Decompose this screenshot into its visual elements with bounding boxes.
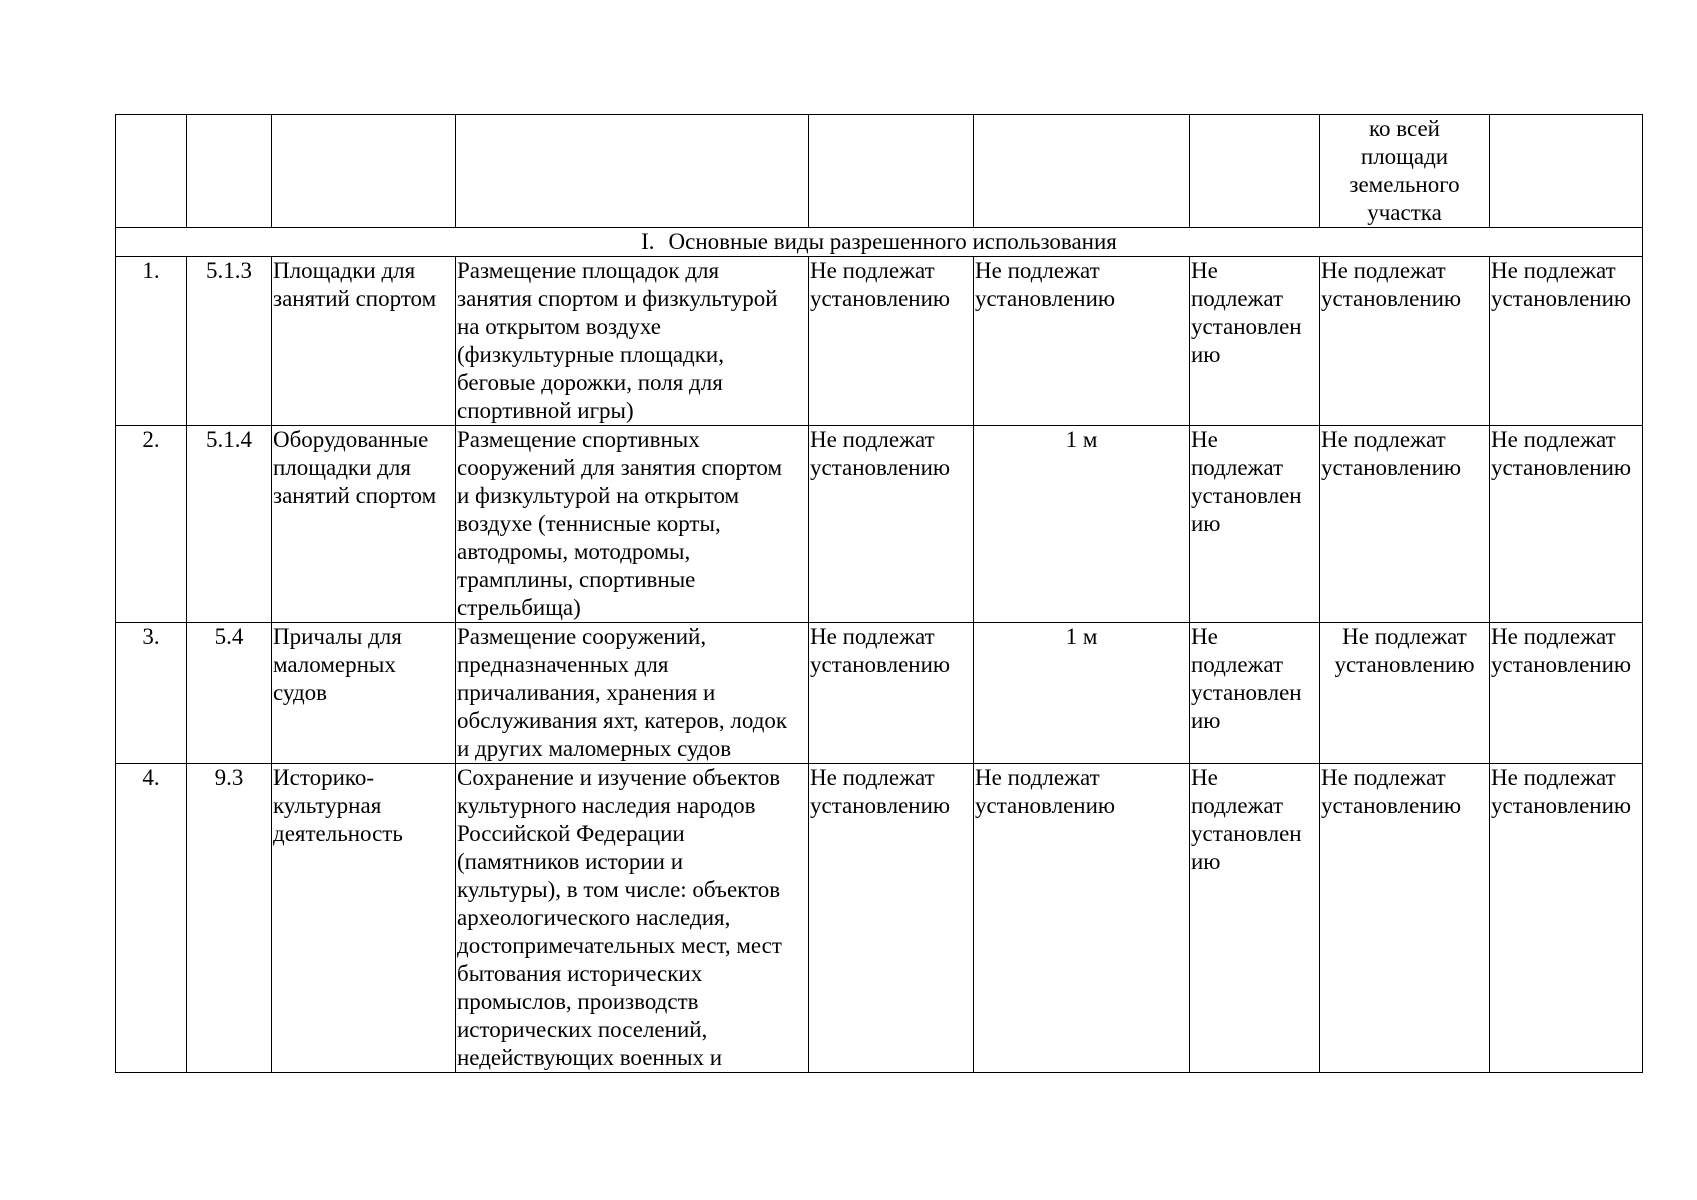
- row-name-line: культурная: [273, 793, 382, 818]
- row-description-line: (физкультурные площадки,: [457, 342, 724, 367]
- row-col7-line: установлен: [1191, 680, 1302, 705]
- row-col8: [1320, 257, 1490, 426]
- row-col9-line: установлению: [1491, 793, 1632, 818]
- header-cell-col6: [974, 115, 1190, 228]
- row-description-line: Российской Федерации: [457, 821, 685, 846]
- row-name: [272, 257, 456, 426]
- row-col7-line: ию: [1191, 708, 1221, 733]
- row-col7-line: подлежат: [1191, 455, 1284, 480]
- land-use-table: [115, 114, 1643, 1073]
- row-name-line: занятий спортом: [273, 483, 437, 508]
- row-col8-line: Не подлежат: [1321, 765, 1446, 790]
- row-description-line: бытования исторических: [457, 961, 703, 986]
- row-description: [456, 764, 809, 1073]
- row-col8-line: Не подлежат: [1342, 624, 1467, 649]
- header-cell-col7: [1190, 115, 1320, 228]
- row-description-line: и других маломерных судов: [457, 736, 732, 761]
- row-name-line: деятельность: [273, 821, 403, 846]
- row-description-line: сооружений для занятия спортом: [457, 455, 783, 480]
- row-col7-line: ию: [1191, 342, 1221, 367]
- row-col7-line: ию: [1191, 849, 1221, 874]
- row-code: 9.3: [187, 764, 272, 1073]
- row-col5-line: установлению: [810, 286, 951, 311]
- row-name-line: Причалы для: [273, 624, 402, 649]
- row-col5: [809, 623, 974, 764]
- row-code: 5.4: [187, 623, 272, 764]
- row-col9: [1490, 257, 1643, 426]
- header-cell-number: [116, 115, 187, 228]
- row-description-line: культуры), в том числе: объектов: [457, 877, 781, 902]
- header-cell-code: [187, 115, 272, 228]
- row-col7-line: Не: [1191, 258, 1218, 283]
- header-cell-name: [272, 115, 456, 228]
- row-col5-line: Не подлежат: [810, 427, 935, 452]
- header-col8-line: ко всей: [1369, 116, 1440, 141]
- row-col6: [974, 764, 1190, 1073]
- header-col8-line: земельного: [1349, 172, 1460, 197]
- row-description-line: промыслов, производств: [457, 989, 699, 1014]
- row-number: 1.: [116, 257, 187, 426]
- row-col7: [1190, 764, 1320, 1073]
- row-col6: 1 м: [974, 623, 1190, 764]
- row-description-line: спортивной игры): [457, 398, 634, 423]
- row-name-line: судов: [273, 680, 328, 705]
- row-description-line: воздухе (теннисные корты,: [457, 511, 721, 536]
- row-description-line: достопримечательных мест, мест: [457, 933, 782, 958]
- row-description-line: причаливания, хранения и: [457, 680, 716, 705]
- row-col9-line: установлению: [1491, 455, 1632, 480]
- row-description-line: (памятников истории и: [457, 849, 684, 874]
- row-description-line: предназначенных для: [457, 652, 669, 677]
- row-col7-line: установлен: [1191, 314, 1302, 339]
- row-number: 4.: [116, 764, 187, 1073]
- row-description-line: Сохранение и изучение объектов: [457, 765, 781, 790]
- row-number: 2.: [116, 426, 187, 623]
- row-name-line: занятий спортом: [273, 286, 437, 311]
- row-col5-line: установлению: [810, 793, 951, 818]
- row-description-line: недействующих военных и: [457, 1045, 723, 1070]
- row-name-line: площадки для: [273, 455, 411, 480]
- section-heading: [116, 228, 1643, 257]
- table-row: [116, 623, 1643, 764]
- row-name-line: Историко-: [273, 765, 375, 790]
- header-continuation-row: [116, 115, 1643, 228]
- row-col7-line: Не: [1191, 624, 1218, 649]
- row-description-line: на открытом воздухе: [457, 314, 661, 339]
- row-col6-line: установлению: [975, 793, 1116, 818]
- row-col8: [1320, 764, 1490, 1073]
- row-description-line: исторических поселений,: [457, 1017, 708, 1042]
- row-col7: [1190, 257, 1320, 426]
- row-col6-line: Не подлежат: [975, 258, 1100, 283]
- table-row: [116, 426, 1643, 623]
- row-col8-line: установлению: [1321, 455, 1462, 480]
- row-col6-line: установлению: [975, 286, 1116, 311]
- row-name-line: Площадки для: [273, 258, 416, 283]
- row-col7-line: подлежат: [1191, 652, 1284, 677]
- row-col8: [1320, 623, 1490, 764]
- row-col9-line: Не подлежат: [1491, 624, 1616, 649]
- row-col8-line: установлению: [1321, 793, 1462, 818]
- row-description-line: трамплины, спортивные: [457, 567, 696, 592]
- row-col7: [1190, 623, 1320, 764]
- header-col8-line: площади: [1360, 144, 1449, 169]
- row-code: 5.1.3: [187, 257, 272, 426]
- row-col9: [1490, 764, 1643, 1073]
- row-col9: [1490, 623, 1643, 764]
- row-col7-line: подлежат: [1191, 286, 1284, 311]
- row-description-line: стрельбища): [457, 595, 581, 620]
- row-col6: 1 м: [974, 426, 1190, 623]
- row-col9-line: Не подлежат: [1491, 258, 1616, 283]
- row-description-line: и физкультурой на открытом: [457, 483, 740, 508]
- row-col8-line: установлению: [1321, 286, 1462, 311]
- row-name: [272, 426, 456, 623]
- row-col5-line: установлению: [810, 455, 951, 480]
- row-code: 5.1.4: [187, 426, 272, 623]
- row-name-line: маломерных: [273, 652, 396, 677]
- header-col8-line: участка: [1367, 200, 1442, 225]
- row-description-line: культурного наследия народов: [457, 793, 756, 818]
- row-description-line: автодромы, мотодромы,: [457, 539, 691, 564]
- row-col8-line: установлению: [1334, 652, 1475, 677]
- row-col5-line: Не подлежат: [810, 258, 935, 283]
- row-col5: [809, 764, 974, 1073]
- row-description: [456, 257, 809, 426]
- row-col5-line: установлению: [810, 652, 951, 677]
- row-name: [272, 623, 456, 764]
- table-row: [116, 257, 1643, 426]
- header-cell-col5: [809, 115, 974, 228]
- row-col9-line: Не подлежат: [1491, 427, 1616, 452]
- row-col8-line: Не подлежат: [1321, 427, 1446, 452]
- row-col8: [1320, 426, 1490, 623]
- row-description-line: Размещение площадок для: [457, 258, 720, 283]
- row-description-line: Размещение сооружений,: [457, 624, 707, 649]
- row-col6-line: Не подлежат: [975, 765, 1100, 790]
- row-col5-line: Не подлежат: [810, 765, 935, 790]
- row-col7-line: Не: [1191, 765, 1218, 790]
- row-col7: [1190, 426, 1320, 623]
- row-description-line: археологического наследия,: [457, 905, 731, 930]
- row-col9-line: Не подлежат: [1491, 765, 1616, 790]
- row-col7-line: установлен: [1191, 821, 1302, 846]
- row-name-line: Оборудованные: [273, 427, 429, 452]
- row-col5-line: Не подлежат: [810, 624, 935, 649]
- row-col7-line: ию: [1191, 511, 1221, 536]
- row-col7-line: установлен: [1191, 483, 1302, 508]
- row-description-line: беговые дорожки, поля для: [457, 370, 723, 395]
- row-description-line: занятия спортом и физкультурой: [457, 286, 778, 311]
- row-col7-line: Не: [1191, 427, 1218, 452]
- row-col9-line: установлению: [1491, 652, 1632, 677]
- row-col7-line: подлежат: [1191, 793, 1284, 818]
- section-title: Основные виды разрешенного использования: [668, 229, 1117, 254]
- row-description-line: обслуживания яхт, катеров, лодок: [457, 708, 788, 733]
- row-col5: [809, 257, 974, 426]
- row-col9-line: установлению: [1491, 286, 1632, 311]
- table-row: [116, 764, 1643, 1073]
- row-col8-line: Не подлежат: [1321, 258, 1446, 283]
- row-description: [456, 426, 809, 623]
- row-col9: [1490, 426, 1643, 623]
- header-cell-col9: [1490, 115, 1643, 228]
- header-cell-description: [456, 115, 809, 228]
- row-number: 3.: [116, 623, 187, 764]
- row-col5: [809, 426, 974, 623]
- header-cell-col8: [1320, 115, 1490, 228]
- row-col6: [974, 257, 1190, 426]
- row-description-line: Размещение спортивных: [457, 427, 700, 452]
- row-description: [456, 623, 809, 764]
- section-heading-row: [116, 228, 1643, 257]
- row-name: [272, 764, 456, 1073]
- section-number: I.: [641, 229, 655, 254]
